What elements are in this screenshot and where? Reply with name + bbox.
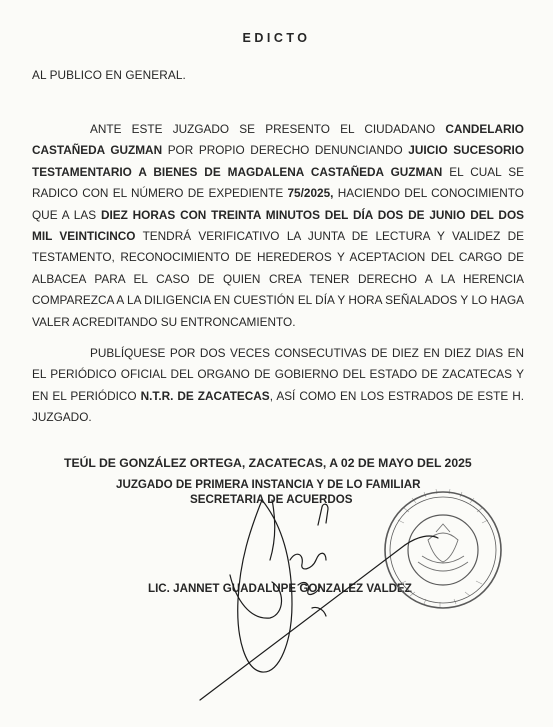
case-type: JUICIO SUCESORIO TESTAMENTARIO A BIENES DE MAGDALENA CASTAÑEDA GUZMAN <box>32 143 525 179</box>
document-title: EDICTO <box>242 31 311 45</box>
notice-text-2: POR PROPIO DERECHO DENUNCIANDO <box>162 143 409 158</box>
secretary-title: SECRETARIA DE ACUERDOS <box>190 493 353 506</box>
notice-text-1: ANTE ESTE JUZGADO SE PRESENTO EL CIUDADANO <box>90 122 446 136</box>
notice-text-4: HACIENDO DEL CONOCIMIENTO QUE A LAS <box>32 186 524 222</box>
hearing-datetime: DIEZ HORAS CON TREINTA MINUTOS DEL DÍA DOS DE JUNIO DEL DOS MIL VEINTICINCO <box>32 207 524 244</box>
signer-name: LIC. JANNET GUADALUPE GONZALEZ VALDEZ <box>148 582 412 595</box>
notice-text-5: TENDRÁ VERIFICATIVO LA JUNTA DE LECTURA Y VALIDEZ DE TESTAMENTO, RECONOCIMIENTO DE HEREDEROS Y ACEPTACION DEL CARGO DE ALBACEA PARA EL CASO DE QUIEN CREA TENER DERECHO A LA HERENCIA COMPAREZCA A LA DILIGENCIA EN CUESTIÓN EL DÍA Y HORA SEÑALADOS Y LO HAGA VALER ACREDITANDO SU ENTRONCAMIENTO. <box>32 229 525 329</box>
place-date: TEÚL DE GONZÁLEZ ORTEGA, ZACATECAS, A 02 DE MAYO DEL 2025 <box>64 456 472 470</box>
newspaper-name: N.T.R. DE ZACATECAS <box>140 388 270 403</box>
claimant-name: CANDELARIO CASTAÑEDA GUZMAN <box>32 122 524 158</box>
case-number: 75/2025, <box>287 186 334 201</box>
salutation: AL PUBLICO EN GENERAL. <box>32 68 186 82</box>
publication-text-2: , ASÍ COMO EN LOS ESTRADOS DE ESTE H. JUZGADO. <box>32 388 524 425</box>
publication-text-1: PUBLÍQUESE POR DOS VECES CONSECUTIVAS DE DIEZ EN DIEZ DIAS EN EL PERIÓDICO OFICIAL DEL ORGANO DE GOBIERNO DEL ESTADO DE ZACATECAS Y EN EL PERIÓDICO <box>32 346 524 403</box>
notice-text-3: EL CUAL SE RADICO CON EL NÚMERO DE EXPEDIENTE <box>32 164 525 201</box>
signature-icon <box>200 500 438 700</box>
court-name: JUZGADO DE PRIMERA INSTANCIA Y DE LO FAMILIAR <box>116 478 421 491</box>
seal-icon <box>385 489 501 608</box>
